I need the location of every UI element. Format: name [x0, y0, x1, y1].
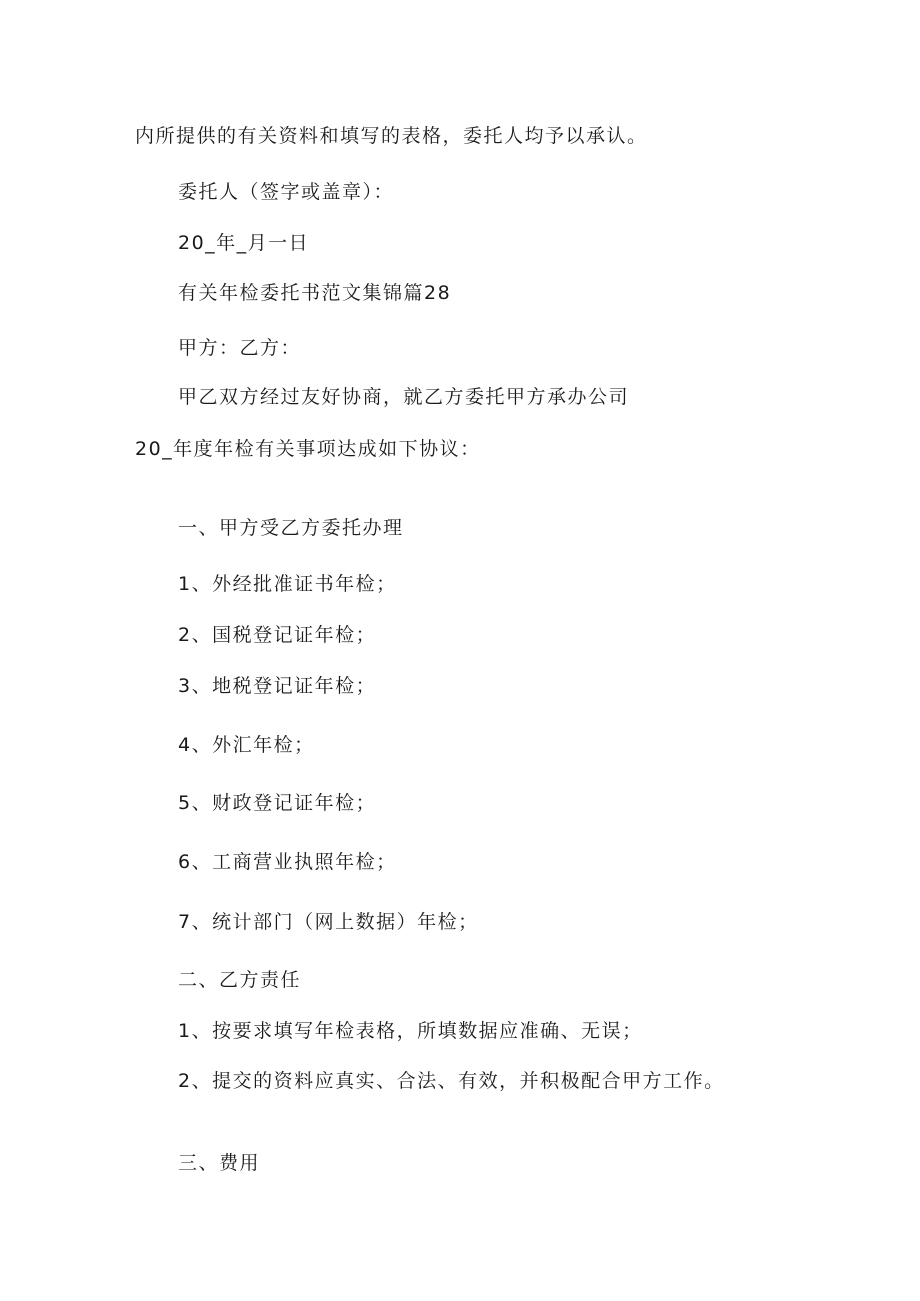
clause-item: 1、按要求填写年检表格，所填数据应准确、无误； [178, 1020, 643, 1042]
signature-line: 委托人（签字或盖章）： [178, 181, 395, 203]
clause-heading-1: 一、甲方受乙方委托办理 [178, 517, 404, 539]
section-title: 有关年检委托书范文集锦篇28 [178, 282, 452, 304]
paragraph-continuation: 内所提供的有关资料和填写的表格，委托人均予以承认。 [135, 125, 648, 147]
agreement-intro: 甲乙双方经过友好协商，就乙方委托甲方承办公司 [178, 386, 630, 408]
parties-line: 甲方：乙方： [178, 337, 302, 359]
clause-item: 5、财政登记证年检； [178, 792, 377, 814]
date-line: 20_年_月一日 [178, 232, 310, 254]
clause-heading-2: 二、乙方责任 [178, 969, 302, 991]
clause-item: 2、国税登记证年检； [178, 624, 377, 646]
clause-item: 4、外汇年检； [178, 734, 315, 756]
clause-item: 7、统计部门（网上数据）年检； [178, 911, 479, 933]
agreement-intro-cont: 20_年度年检有关事项达成如下协议： [135, 438, 481, 460]
clause-item: 6、工商营业执照年检； [178, 851, 397, 873]
clause-heading-3: 三、费用 [178, 1152, 261, 1174]
clause-item: 2、提交的资料应真实、合法、有效，并积极配合甲方工作。 [178, 1070, 725, 1092]
clause-item: 3、地税登记证年检； [178, 675, 377, 697]
clause-item: 1、外经批准证书年检； [178, 573, 397, 595]
